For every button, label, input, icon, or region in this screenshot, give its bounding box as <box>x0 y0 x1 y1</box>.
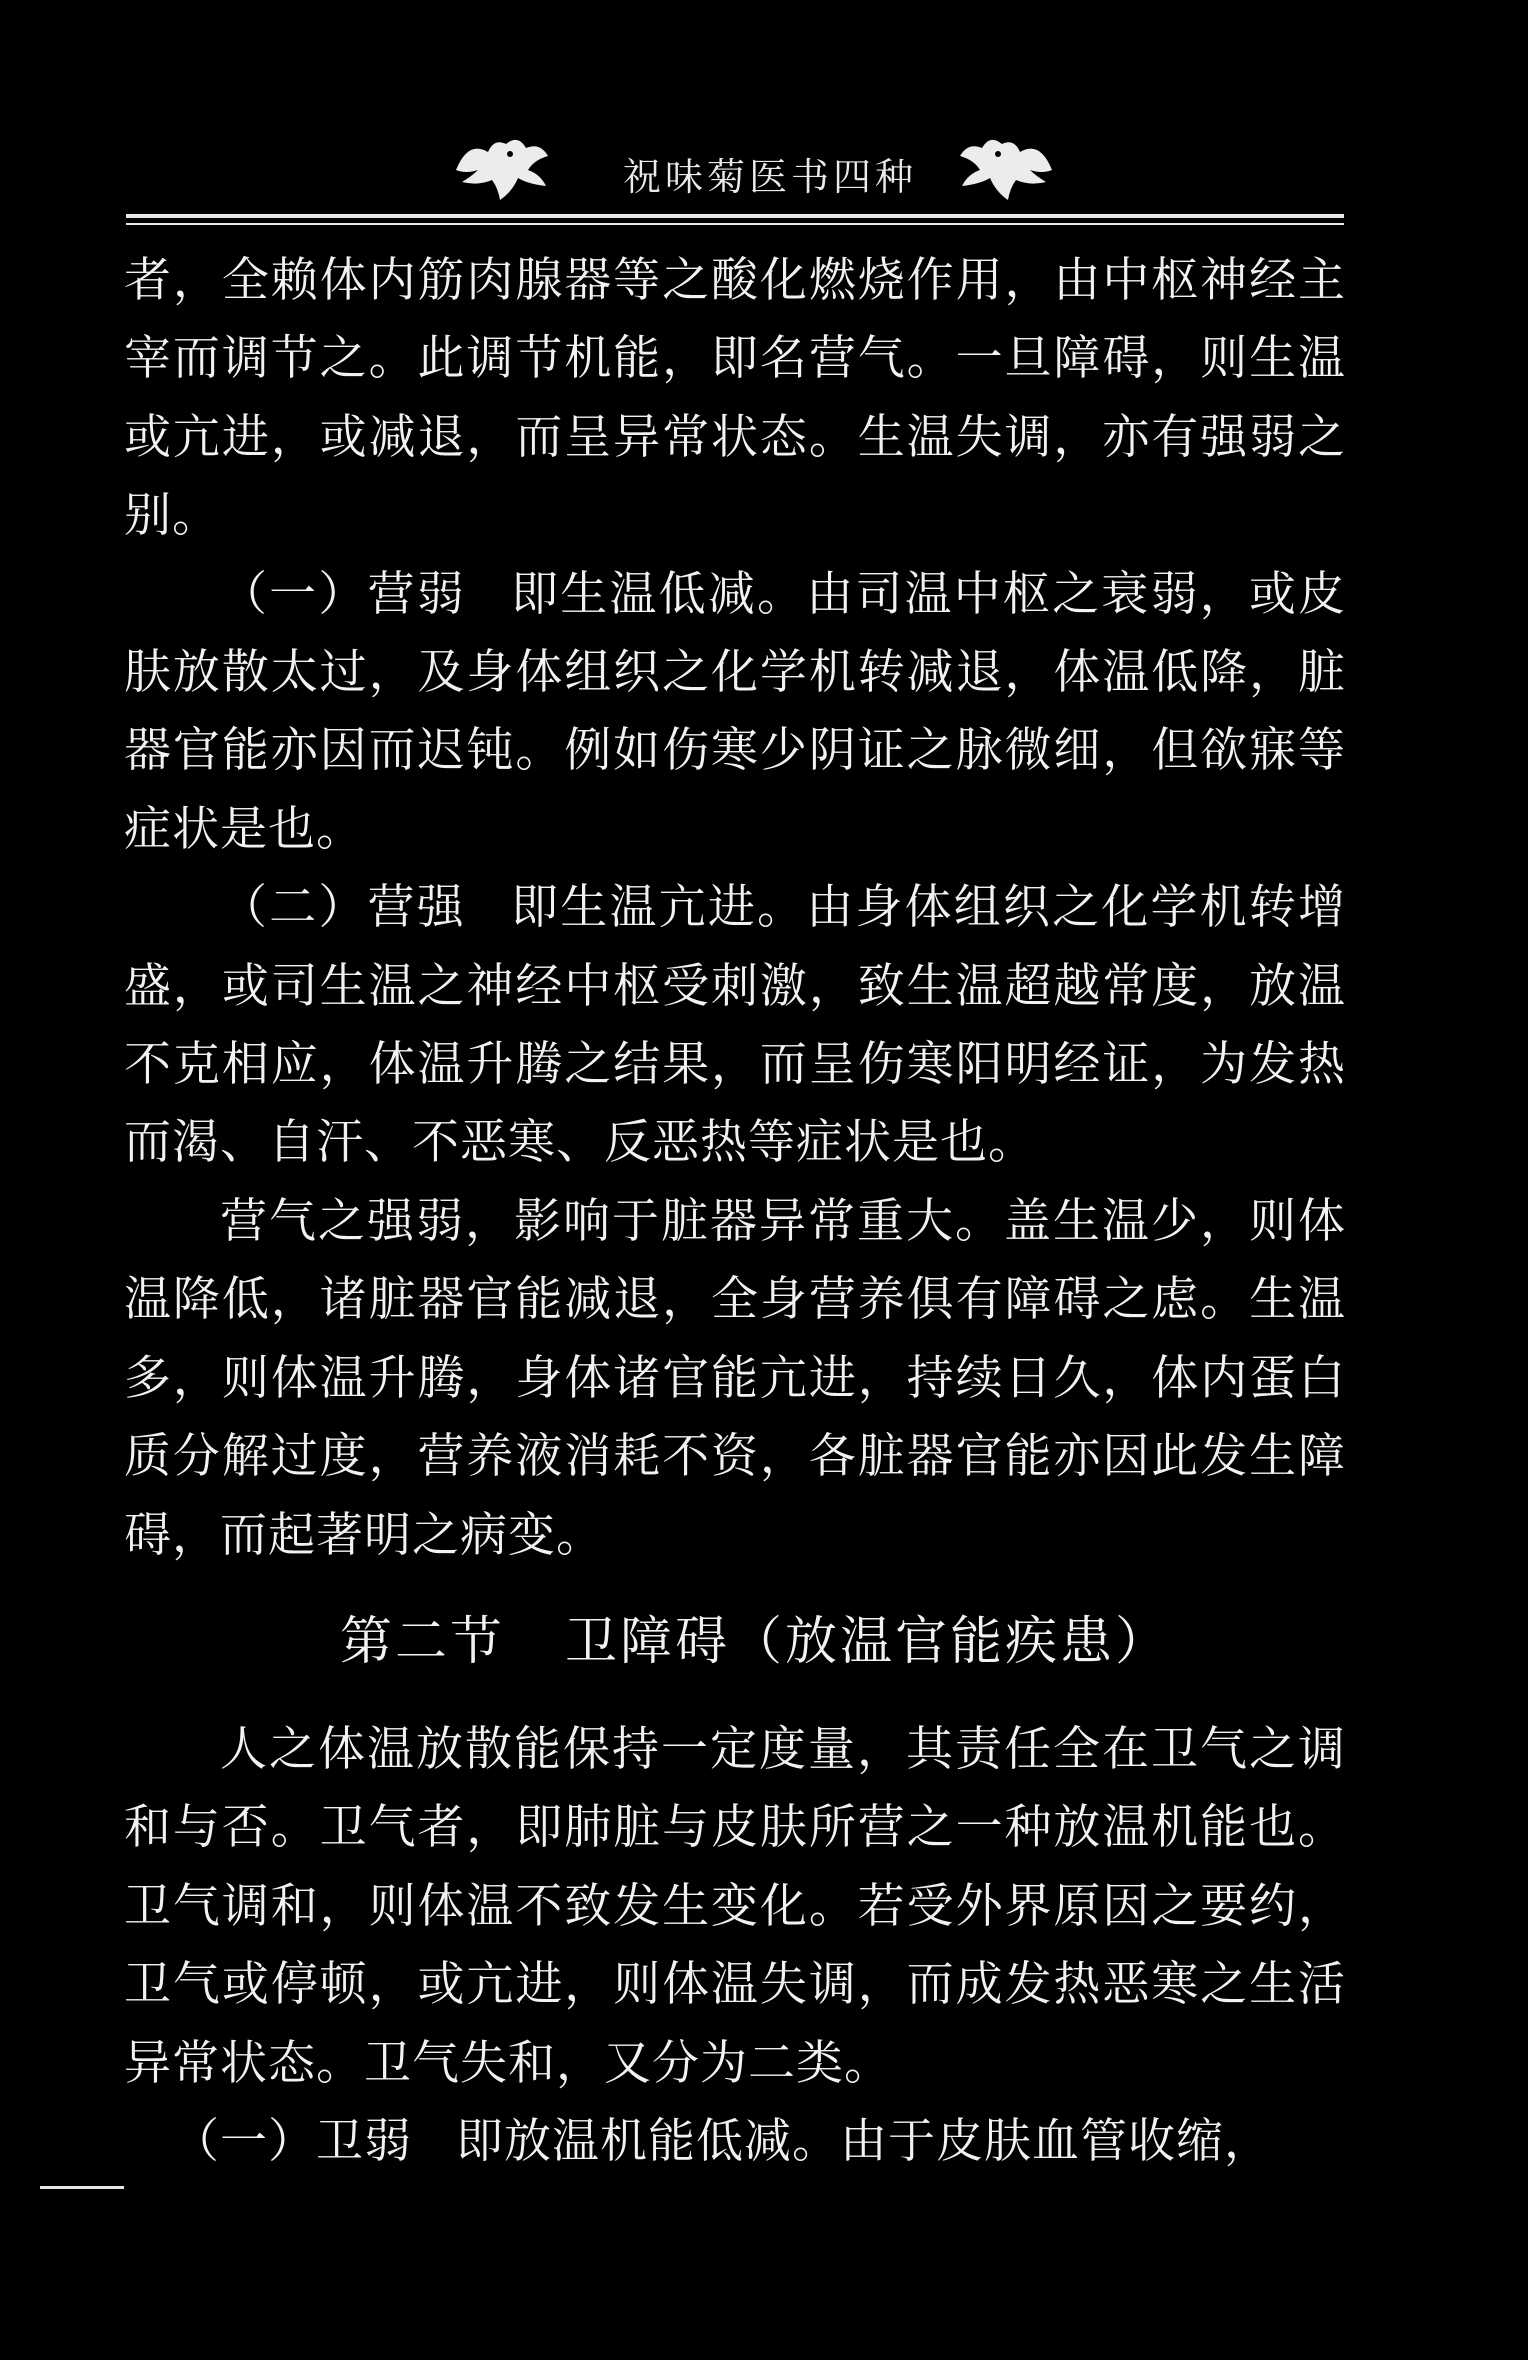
paragraph-weak-ying <box>124 556 1346 870</box>
page-body <box>124 242 1346 2181</box>
item-label: （一）卫弱 <box>172 2113 412 2169</box>
running-header-title: 祝味菊医书四种 <box>622 155 917 199</box>
paragraph-ying-summary: 营气之强弱，影响于脏器异常重大。盖生温少，则体温降低，诸脏器官能减退，全身营养俱有障碍之虑。生温多，则体温升腾，身体诸官能亢进，持续日久，体内蛋白质分解过度，营养液消耗不资，各脏器官能亦因此发生障碍，而起著明之病变。 <box>124 1193 1346 1563</box>
item-label: （一）营弱 <box>220 566 466 622</box>
bird-ornament-left-icon <box>448 130 558 206</box>
section-heading <box>124 1597 1346 1687</box>
item-text: 即生温低减。由司温中枢之衰弱，或皮肤放散太过，及身体组织之化学机转减退，体温低降，脏器官能亦因而迟钝。例如伤寒少阴证之脉微细，但欲寐等症状是也。 <box>124 566 1347 857</box>
paragraph-weak-wei <box>124 2103 1346 2181</box>
header-rule-thick <box>126 214 1344 218</box>
paragraph-continuation: 者，全赖体内筋肉腺器等之酸化燃烧作用，由中枢神经主宰而调节之。此调节机能，即名营气。一旦障碍，则生温或亢进，或减退，而呈异常状态。生温失调，亦有强弱之别。 <box>124 253 1346 544</box>
header-rule-thin <box>126 223 1344 225</box>
bird-ornament-right-icon <box>950 130 1060 206</box>
page-header <box>0 118 1528 208</box>
item-label: （二）营强 <box>220 880 466 936</box>
item-text: 即放温机能低减。由于皮肤血管收缩， <box>456 2113 1272 2169</box>
paragraph-wei-intro: 人之体温放散能保持一定度量，其责任全在卫气之调和与否。卫气者，即肺脏与皮肤所营之一种放温机能也。卫气调和，则体温不致发生变化。若受外界原因之要约，卫气或停顿，或亢进，则体温失调，而成发热恶寒之生活异常状态。卫气失和，又分为二类。 <box>124 1721 1346 2091</box>
paragraph-strong-ying <box>124 869 1346 1183</box>
item-text: 即生温亢进。由身体组织之化学机转增盛，或司生温之神经中枢受刺激，致生温超越常度，放温不克相应，体温升腾之结果，而呈伤寒阳明经证，为发热而渴、自汗、不恶寒、反恶热等症状是也。 <box>124 880 1347 1171</box>
section-number: 第二节 <box>339 1611 505 1672</box>
footnote-rule <box>40 2186 124 2189</box>
section-title-text: 卫障碍（放温官能疾患） <box>565 1611 1171 1672</box>
